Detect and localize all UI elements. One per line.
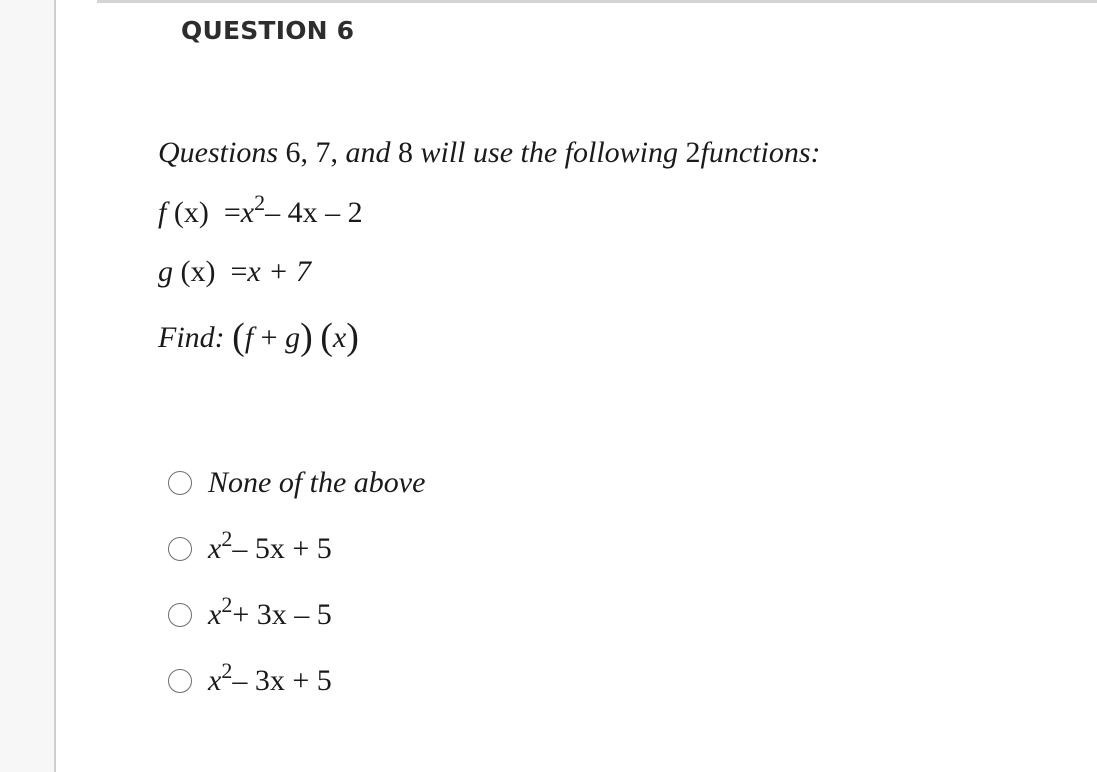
question-title: QUESTION 6 <box>181 16 355 45</box>
option-exponent: 2 <box>221 592 233 617</box>
intro-functions: functions: <box>700 136 821 169</box>
radio-button[interactable] <box>168 537 192 561</box>
option-tail: – 3x + 5 <box>232 664 332 697</box>
intro-following: following <box>564 136 679 169</box>
intro-word-questions: Questions <box>158 136 278 169</box>
find-x: x <box>332 321 347 354</box>
answer-option-3[interactable] <box>168 658 332 698</box>
option-exponent: 2 <box>221 526 233 551</box>
option-var: x <box>208 598 222 631</box>
option-label <box>208 592 332 632</box>
g-equals: = <box>230 255 248 288</box>
option-tail: + 3x – 5 <box>232 598 332 631</box>
intro-num-6: 6, <box>285 136 308 169</box>
f-var: x <box>240 196 255 229</box>
function-g-definition <box>158 255 311 289</box>
g-arg: (x) <box>180 255 216 288</box>
answer-option-none[interactable] <box>168 466 425 500</box>
option-tail: – 5x + 5 <box>232 532 332 565</box>
left-gutter <box>0 0 56 772</box>
find-f: f <box>244 321 254 354</box>
find-prompt <box>158 313 359 357</box>
option-exponent: 2 <box>221 658 233 683</box>
find-right-paren-2: ) <box>346 316 359 358</box>
intro-count: 2 <box>685 136 701 169</box>
g-expr: x + 7 <box>247 255 311 288</box>
find-right-paren: ) <box>300 316 313 358</box>
option-label <box>208 526 332 566</box>
find-plus: + <box>260 321 278 354</box>
g-name: g <box>158 255 173 288</box>
top-divider <box>97 0 1097 3</box>
f-arg: (x) <box>173 196 209 229</box>
f-name: f <box>158 196 167 229</box>
question-intro <box>158 136 821 170</box>
answer-option-2[interactable] <box>168 592 332 632</box>
answer-option-1[interactable] <box>168 526 332 566</box>
find-label: Find: <box>158 321 225 354</box>
function-f-definition <box>158 190 363 230</box>
option-label: None of the above <box>208 466 426 499</box>
find-g: g <box>285 321 301 354</box>
radio-button[interactable] <box>168 603 192 627</box>
intro-num-7: 7, <box>315 136 338 169</box>
option-var: x <box>208 664 222 697</box>
f-equals: = <box>223 196 241 229</box>
intro-num-8: 8 <box>398 136 413 169</box>
f-exponent: 2 <box>254 190 266 215</box>
find-left-paren-2: ( <box>320 316 333 358</box>
option-label <box>208 658 332 698</box>
radio-button[interactable] <box>168 471 192 495</box>
radio-button[interactable] <box>168 669 192 693</box>
f-tail: – 4x – 2 <box>265 196 363 229</box>
intro-word-and: and <box>345 136 391 169</box>
find-left-paren: ( <box>232 316 245 358</box>
intro-rest: will use the <box>420 136 558 169</box>
option-var: x <box>208 532 222 565</box>
